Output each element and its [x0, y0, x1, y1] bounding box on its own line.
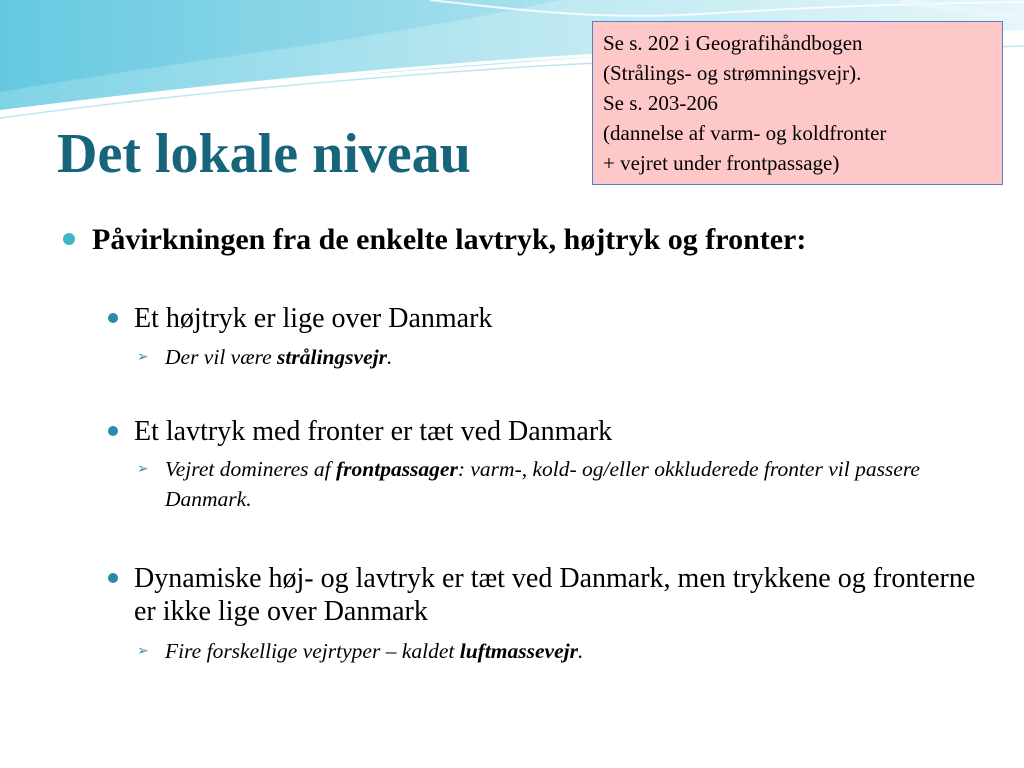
bullet-dot-icon — [108, 426, 118, 436]
note-line: + vejret under frontpassage) — [603, 151, 840, 175]
note-line: (dannelse af varm- og koldfronter — [603, 121, 887, 145]
sub-text: Vejret domineres af — [165, 457, 336, 481]
sub-keyword: luftmassevejr — [459, 639, 578, 663]
sub-text: . — [386, 345, 393, 369]
bullet-item-lowpressure: Et lavtryk med fronter er tæt ved Danmark — [134, 416, 613, 447]
reference-note-box — [592, 21, 1003, 185]
bullet-item-dynamic: Dynamiske høj- og lavtryk er tæt ved Danmark, men trykkene og fronterne er ikke lige over Danmark — [134, 563, 976, 627]
sub-bullet-radiation-weather — [165, 342, 995, 372]
arrow-bullet-icon: ➢ — [137, 461, 149, 477]
sub-text: Fire forskellige vejrtyper – kaldet — [165, 639, 460, 663]
main-bullet-heading: Påvirkningen fra de enkelte lavtryk, højtryk og fronter: — [92, 223, 807, 256]
slide-title: Det lokale niveau — [57, 123, 471, 185]
sub-text: . — [577, 639, 584, 663]
sub-keyword: frontpassager — [335, 457, 458, 481]
note-line: Se s. 202 i Geografihåndbogen — [603, 31, 863, 55]
bullet-dot-icon — [108, 573, 118, 583]
sub-keyword: strålingsvejr — [277, 345, 387, 369]
sub-bullet-airmass-weather — [165, 636, 995, 666]
note-line: (Strålings- og strømningsvejr). — [603, 61, 862, 85]
sub-bullet-frontal-passages — [165, 454, 995, 514]
bullet-dot-icon — [63, 233, 75, 245]
bullet-dot-icon — [108, 313, 118, 323]
arrow-bullet-icon: ➢ — [137, 643, 149, 659]
sub-text: Der vil være — [165, 345, 278, 369]
bullet-item-highpressure: Et højtryk er lige over Danmark — [134, 303, 493, 334]
sub-text: : varm-, kold- og/eller okkluderede fronter vil passere Danmark. — [165, 457, 920, 511]
note-line: Se s. 203-206 — [603, 91, 718, 115]
arrow-bullet-icon: ➢ — [137, 349, 149, 365]
